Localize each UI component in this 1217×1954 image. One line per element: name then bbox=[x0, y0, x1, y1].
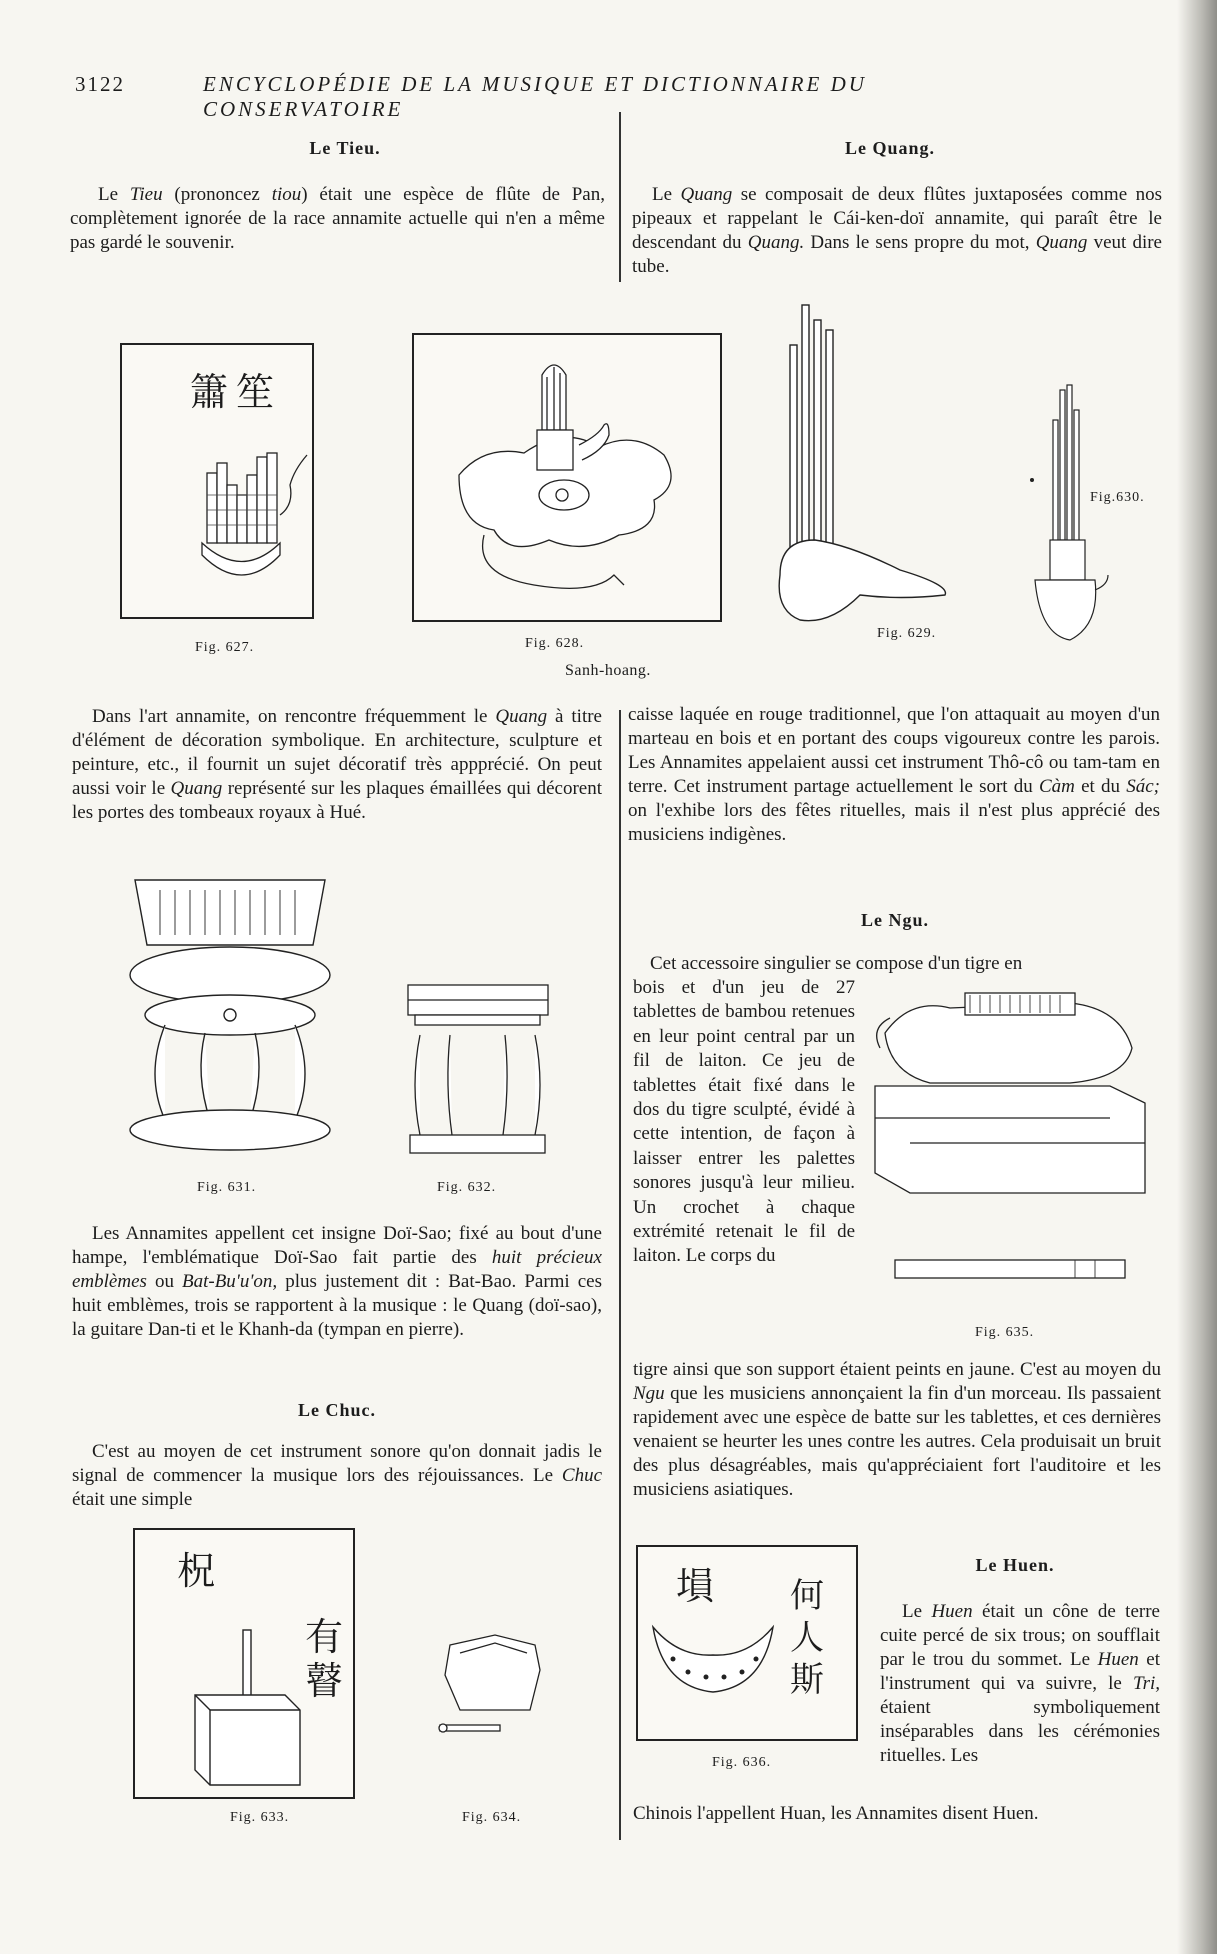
paragraph-ngu-rest: tigre ainsi que son support étaient peints en jaune. C'est au moyen du Ngu que les musiciens annonçaient la fin d'un morceau. Ils passaient rapidement avec une espèce de batte sur les tablettes, et ces dernières venaient se heurter les unes contre les autres. Cela produisait un bruit des plus désagréables, mais qu'appréciaient fort l'auditoire et les musiciens asiatiques. bbox=[633, 1359, 1161, 1500]
column-rule-bottom bbox=[619, 710, 621, 1840]
section-title-chuc: Le Chuc. bbox=[297, 1400, 376, 1420]
figure-635-drawing bbox=[870, 978, 1155, 1308]
figure-628 bbox=[412, 333, 722, 622]
page-edge-shadow bbox=[1177, 0, 1217, 1954]
column-rule-top bbox=[619, 112, 621, 282]
section-title-quang: Le Quang. bbox=[844, 138, 936, 158]
figure-627-glyphs: 簫笙 bbox=[190, 370, 283, 414]
figure-630-drawing bbox=[1020, 380, 1110, 645]
caption-fig-631: Fig. 631. bbox=[197, 1180, 257, 1195]
figure-634-drawing bbox=[435, 1625, 555, 1740]
paragraph-tieu: Le Tieu (prononcez tiou) était une espèce de flûte de Pan, complètement ignorée de la race annamite actuelle qui n'en a même pas gardé le souvenir. bbox=[70, 184, 605, 253]
sanh-hoang-drawing bbox=[414, 335, 720, 620]
caption-fig-636: Fig. 636. bbox=[712, 1755, 772, 1770]
pan-flute-drawing bbox=[122, 345, 312, 617]
running-head-title: ENCYCLOPÉDIE DE LA MUSIQUE ET DICTIONNAIRE DU CONSERVATOIRE bbox=[203, 72, 867, 121]
figure-633 bbox=[133, 1528, 355, 1799]
figure-632-drawing bbox=[400, 975, 555, 1165]
caption-sanh-hoang: Sanh-hoang. bbox=[565, 662, 651, 679]
figure-631-drawing bbox=[125, 875, 340, 1160]
caption-fig-635: Fig. 635. bbox=[975, 1325, 1035, 1340]
section-title-tieu: Le Tieu. bbox=[309, 138, 381, 158]
paragraph-quang-1: Le Quang se composait de deux flûtes juxtaposées comme nos pipeaux et rappelant le Cái-ken-doï annamite, qui paraît être le descendant du Quang. Dans le sens propre du mot, Quang veut dire tube. bbox=[632, 184, 1162, 277]
caption-fig-633: Fig. 633. bbox=[230, 1810, 290, 1825]
caption-fig-634: Fig. 634. bbox=[462, 1810, 522, 1825]
page-number: 3122 bbox=[75, 72, 125, 96]
caption-fig-629: Fig. 629. bbox=[877, 626, 937, 641]
caption-fig-632: Fig. 632. bbox=[437, 1180, 497, 1195]
figure-636 bbox=[636, 1545, 858, 1741]
paragraph-chuc-1: C'est au moyen de cet instrument sonore qu'on donnait jadis le signal de commencer la musique lors des réjouissances. Le Chuc était une simple bbox=[72, 1441, 602, 1510]
figure-633-glyph-side: 有瞽 bbox=[305, 1615, 344, 1703]
paragraph-quang-3: Les Annamites appellent cet insigne Doï-Sao; fixé au bout d'une hampe, l'emblématique Doï-Sao fait partie des huit précieux emblèmes ou Bat-Bu'u'on, plus justement dit : Bat-Bao. Parmi ces huit emblèmes, trois se rapportent à la musique : le Quang (doï-sao), la guitare Dan-ti et le Khanh-da (tympan en pierre). bbox=[72, 1223, 602, 1340]
chuc-box-drawing bbox=[135, 1530, 353, 1797]
figure-636-glyph-b: 何人斯 bbox=[790, 1576, 824, 1700]
caption-fig-628: Fig. 628. bbox=[525, 636, 585, 651]
caption-fig-627: Fig. 627. bbox=[195, 640, 255, 655]
figure-633-glyph-top: 柷 bbox=[177, 1549, 216, 1593]
paragraph-chuc-2: caisse laquée en rouge traditionnel, que l'on attaquait au moyen d'un marteau en bois et en portant des coups vigoureux contre les parois. Les Annamites appelaient aussi cet instrument Thô-cô ou tam-tam en terre. Cet instrument partage actuellement le sort du Càm et du Sác; on l'exhibe lors des fêtes rituelles, mais il n'est plus apprécié des musiciens indigènes. bbox=[628, 704, 1160, 845]
figure-627 bbox=[120, 343, 314, 619]
paragraph-quang-2: Dans l'art annamite, on rencontre fréquemment le Quang à titre d'élément de décoration symbolique. En architecture, sculpture et peinture, etc., il fournit un sujet décoratif très appprécié. On peut aussi voir le Quang représenté sur les plaques émaillées qui décorent les portes des tombeaux royaux à Hué. bbox=[72, 706, 602, 823]
section-title-huen: Le Huen. bbox=[975, 1555, 1055, 1575]
figure-629-drawing bbox=[770, 295, 970, 645]
paragraph-ngu-wrap: bois et d'un jeu de 27 tablettes de bambou retenues en leur point central par un fil de laiton. Ce jeu de tablettes était fixé dans le dos du tigre sculpté, évidé à cette intention, de façon à laisser entrer les palettes sonores jusqu'à leur milieu. Un crochet à chaque extrémité retenait le fil de laiton. Le corps du bbox=[633, 977, 855, 1267]
paragraph-huen-last: Chinois l'appellent Huan, les Annamites disent Huen. bbox=[633, 1803, 1039, 1824]
huen-drawing bbox=[638, 1547, 856, 1739]
caption-fig-630: Fig.630. bbox=[1090, 490, 1145, 505]
paragraph-huen: Le Huen était un cône de terre cuite percé de six trous; on soufflait par le trou du sommet. Le Huen et l'instrument qui va suivre, le Tri, étaient symboliquement inséparables dans les cérémonies rituelles. Les bbox=[880, 1601, 1161, 1766]
section-title-ngu: Le Ngu. bbox=[860, 910, 929, 930]
paragraph-ngu-lead: Cet accessoire singulier se compose d'un tigre en bbox=[650, 953, 1023, 974]
figure-636-glyph-a: 塤 bbox=[676, 1564, 715, 1608]
